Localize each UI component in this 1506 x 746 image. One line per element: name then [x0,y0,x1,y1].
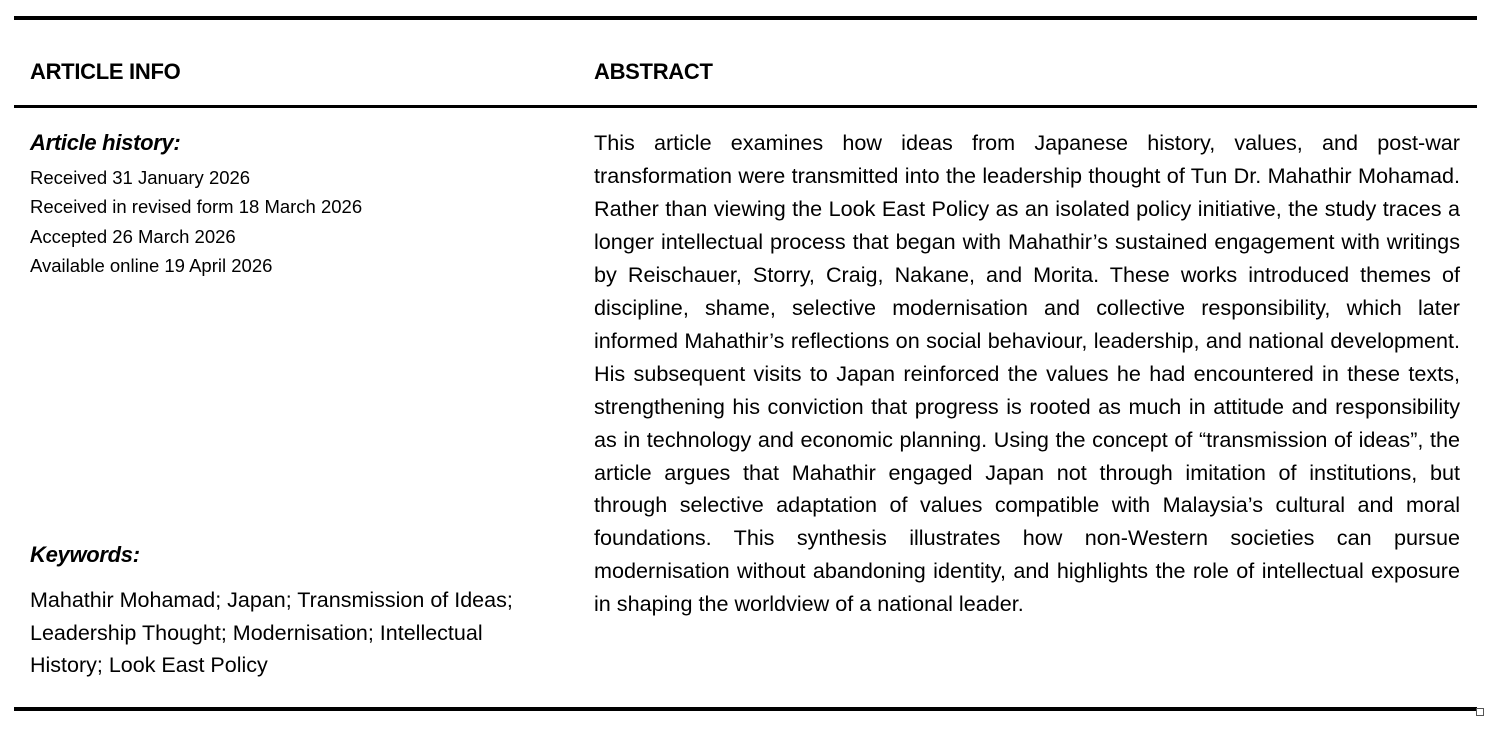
top-rule [14,16,1477,20]
article-history-list [30,163,362,280]
keywords-text: Mahathir Mohamad; Japan; Transmission of Ideas; Leadership Thought; Modernisation; Intellectual History; Look East Policy [30,588,513,677]
history-accepted: Accepted 26 March 2026 [30,225,236,247]
history-received: Received 31 January 2026 [30,167,251,188]
article-info-heading: ARTICLE INFO [30,59,181,84]
article-history-label: Article history: [30,130,181,155]
keywords-label: Keywords: [30,542,140,567]
header-rule [14,105,1477,108]
history-online: Available online 19 April 2026 [30,254,273,276]
bottom-rule [14,707,1477,711]
table-resize-handle[interactable] [1476,708,1484,716]
abstract-heading: ABSTRACT [594,59,713,84]
abstract-body: This article examines how ideas from Japanese history, values, and post-war transformation were transmitted into the leadership thought of Tun Dr. Mahathir Mohamad. Rather than viewing the Look East Policy as an isolated policy initiative, the study traces a longer intellectual process that began with Mahathir’s sustained engagement with writings by Reischauer, Storry, Craig, Nakane, and Morita. These works introduced themes of discipline, shame, selective modernisation and collective responsibility, which later informed Mahathir’s reflections on social behaviour, leadership, and national development. His subsequent visits to Japan reinforced the values he had encountered in these texts, strengthening his conviction that progress is rooted as much in attitude and responsibility as in technology and economic planning. Using the concept of “transmission of ideas”, the article argues that Mahathir engaged Japan not through imitation of institutions, but through selective adaptation of values compatible with Malaysia’s cultural and moral foundations. This synthesis illustrates how non-Western societies can pursue modernisation without abandoning identity, and highlights the role of intellectual exposure in shaping the worldview of a national leader. [594,130,1460,617]
history-revised: Received in revised form 18 March 2026 [30,196,363,218]
